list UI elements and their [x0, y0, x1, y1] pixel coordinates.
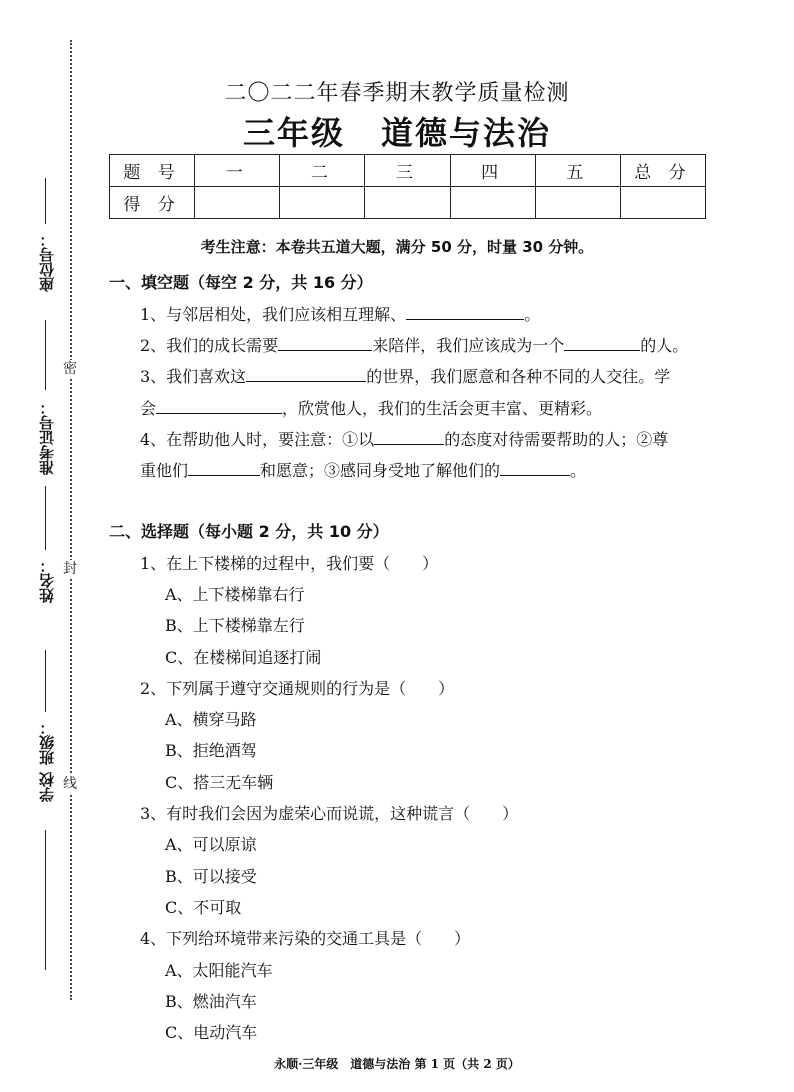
score-input-cell[interactable]	[280, 187, 365, 219]
answer-blank[interactable]	[500, 459, 570, 476]
choice-option[interactable]: B、拒绝酒驾	[165, 741, 257, 760]
q3-text-cont: 会	[140, 399, 157, 418]
choice-option[interactable]: A、太阳能汽车	[165, 961, 273, 980]
grade-title: 三年级	[242, 114, 345, 152]
q4-end: 。	[570, 461, 587, 480]
q1-text: 1、与邻居相处，我们应该相互理解、	[140, 305, 407, 324]
score-input-cell[interactable]	[535, 187, 620, 219]
score-cell: 题 号	[110, 155, 195, 187]
choice-option[interactable]: B、可以接受	[165, 867, 257, 886]
class-blank	[45, 650, 46, 712]
score-input-cell[interactable]	[195, 187, 280, 219]
section-fill-in-title: 一、填空题（每空 2 分，共 16 分）	[109, 273, 373, 292]
score-cell: 五	[535, 155, 620, 187]
score-input-cell[interactable]	[365, 187, 450, 219]
q2-text-mid: 来陪伴，我们应该成为一个	[372, 336, 565, 355]
q4-text-mid2: 和愿意；③感同身受地了解他们的	[260, 461, 501, 480]
score-row-label: 得 分	[110, 187, 195, 219]
q3-end: ，欣赏他人，我们的生活会更丰富、更精彩。	[282, 399, 603, 418]
name-label: 姓名：	[38, 558, 56, 603]
answer-blank[interactable]	[246, 365, 366, 382]
fill-question-3	[140, 364, 670, 387]
exam-id-blank	[45, 320, 46, 390]
class-label: 班级：	[38, 720, 56, 765]
score-cell: 一	[195, 155, 280, 187]
fill-question-3-cont	[140, 396, 602, 419]
exam-id-label: 准考证号：	[38, 400, 56, 475]
exam-title: 二〇二二年春季期末教学质量检测	[224, 81, 570, 106]
score-cell: 三	[365, 155, 450, 187]
answer-blank[interactable]	[156, 397, 282, 414]
choice-question-stem: 2、下列属于遵守交通规则的行为是（ ）	[140, 679, 455, 698]
seat-number-label: 座位号：	[38, 232, 56, 292]
answer-blank[interactable]	[374, 428, 444, 445]
answer-blank[interactable]	[406, 303, 524, 320]
choice-option[interactable]: C、搭三无车辆	[165, 773, 274, 792]
school-blank	[45, 830, 46, 970]
q2-text: 2、我们的成长需要	[140, 336, 279, 355]
score-cell: 二	[280, 155, 365, 187]
q4-text-mid: 的态度对待需要帮助的人；②尊	[444, 430, 669, 449]
score-input-cell[interactable]	[620, 187, 705, 219]
q2-end: 的人。	[640, 336, 689, 355]
q1-end: 。	[524, 305, 541, 324]
score-cell: 四	[450, 155, 535, 187]
binding-dotted-line	[70, 40, 72, 1000]
fill-question-4-cont	[140, 458, 586, 481]
choice-question-stem: 4、下列给环境带来污染的交通工具是（ ）	[140, 929, 471, 948]
seal-char-mi: 密	[63, 361, 77, 377]
score-table	[109, 154, 706, 219]
choice-option[interactable]: C、不可取	[165, 898, 242, 917]
choice-question-stem: 1、在上下楼梯的过程中，我们要（ ）	[140, 554, 439, 573]
q4-text-cont: 重他们	[140, 461, 189, 480]
seal-char-xian: 线	[63, 776, 77, 792]
answer-blank[interactable]	[188, 459, 260, 476]
score-input-cell[interactable]	[450, 187, 535, 219]
fill-question-4	[140, 427, 668, 450]
name-blank	[45, 486, 46, 550]
fill-question-2	[140, 333, 688, 356]
subject-title: 道德与法治	[381, 114, 552, 152]
school-label: 学校	[38, 772, 56, 802]
choice-option[interactable]: A、上下楼梯靠右行	[165, 585, 305, 604]
q3-text-mid: 的世界，我们愿意和各种不同的人交往。学	[366, 367, 671, 386]
choice-option[interactable]: A、横穿马路	[165, 710, 257, 729]
exam-notice: 考生注意：本卷共五道大题，满分 50 分，时量 30 分钟。	[200, 238, 594, 256]
fill-question-1	[140, 302, 540, 325]
exam-subtitle	[0, 108, 794, 154]
choice-question-stem: 3、有时我们会因为虚荣心而说谎，这种谎言（ ）	[140, 804, 519, 823]
page-footer: 永顺·三年级 道德与法治 第 1 页（共 2 页）	[274, 1057, 520, 1071]
seal-char-feng: 封	[63, 561, 77, 577]
section-choice-title: 二、选择题（每小题 2 分，共 10 分）	[109, 522, 389, 541]
choice-option[interactable]: C、在楼梯间追逐打闹	[165, 648, 322, 667]
score-table-header-row	[110, 155, 706, 187]
q4-text: 4、在帮助他人时，要注意：①以	[140, 430, 375, 449]
answer-blank[interactable]	[278, 334, 372, 351]
answer-blank[interactable]	[564, 334, 640, 351]
choice-option[interactable]: A、可以原谅	[165, 835, 257, 854]
seat-number-blank	[45, 178, 46, 224]
choice-option[interactable]: B、上下楼梯靠左行	[165, 616, 305, 635]
choice-option[interactable]: B、燃油汽车	[165, 992, 257, 1011]
choice-option[interactable]: C、电动汽车	[165, 1023, 258, 1042]
q3-text: 3、我们喜欢这	[140, 367, 247, 386]
score-table-score-row	[110, 187, 706, 219]
score-cell: 总 分	[620, 155, 705, 187]
